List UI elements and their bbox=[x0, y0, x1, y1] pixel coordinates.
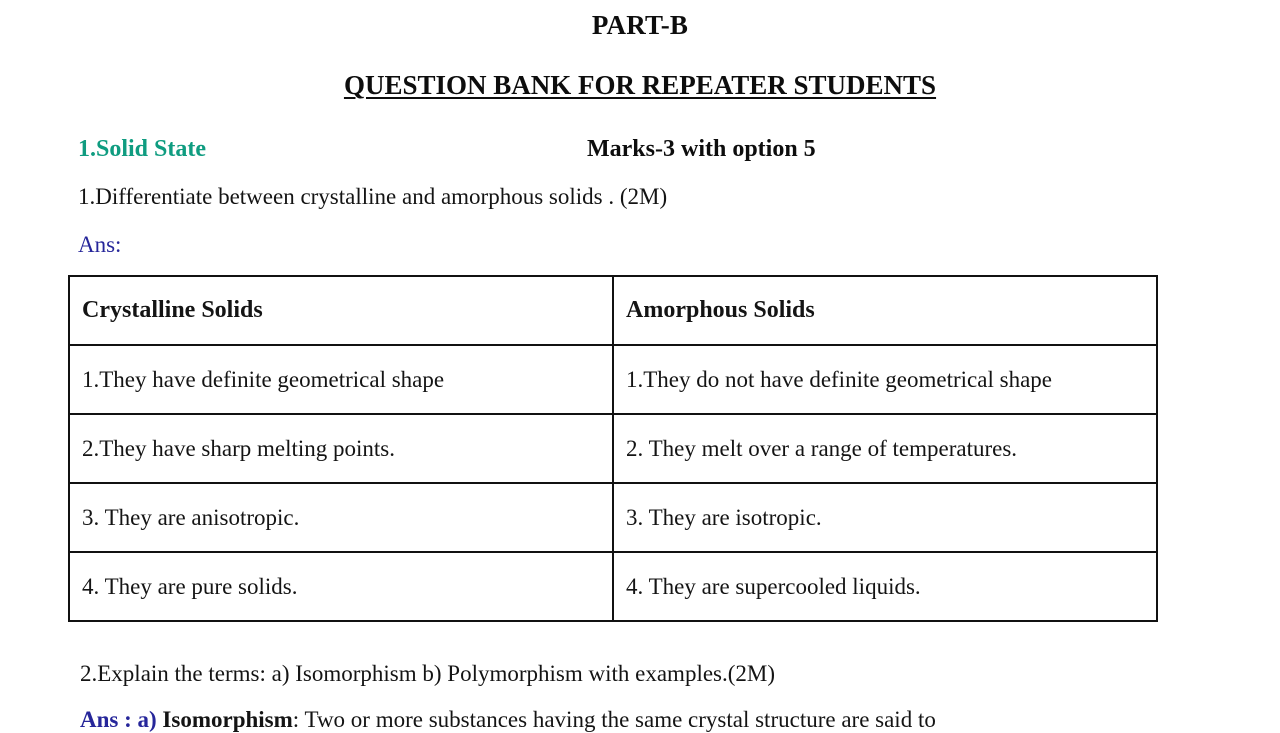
table-cell-crystalline: 3. They are anisotropic. bbox=[69, 483, 613, 552]
topic-title: 1.Solid State bbox=[78, 136, 207, 162]
table-cell-amorphous: 3. They are isotropic. bbox=[613, 483, 1157, 552]
question-2-text: 2.Explain the terms: a) Isomorphism b) Polymorphism with examples.(2M) bbox=[80, 661, 776, 686]
topic-row bbox=[0, 136, 1280, 168]
question-1-text: 1.Differentiate between crystalline and amorphous solids . (2M) bbox=[78, 184, 668, 209]
table-cell-crystalline: 1.They have definite geometrical shape bbox=[69, 345, 613, 414]
question-2-answer-text bbox=[80, 707, 936, 733]
question-2-answer-label: Ans : a) bbox=[80, 707, 157, 732]
table-row bbox=[69, 345, 1157, 414]
table-cell-amorphous: 4. They are supercooled liquids. bbox=[613, 552, 1157, 621]
table-header-row bbox=[69, 276, 1157, 345]
table-header-amorphous: Amorphous Solids bbox=[613, 276, 1157, 345]
table-row bbox=[69, 552, 1157, 621]
table-row bbox=[69, 483, 1157, 552]
table-row bbox=[69, 414, 1157, 483]
question-2-answer-body: : Two or more substances having the same crystal structure are said to bbox=[292, 707, 936, 732]
question-bank-heading-text: QUESTION BANK FOR REPEATER STUDENTS bbox=[343, 70, 937, 100]
part-heading: PART-B bbox=[591, 10, 689, 40]
table-header-crystalline: Crystalline Solids bbox=[69, 276, 613, 345]
question-2-answer-term: Isomorphism bbox=[162, 707, 293, 732]
question-1-answer-label: Ans: bbox=[78, 232, 122, 257]
crystalline-amorphous-comparison-table bbox=[68, 275, 1158, 622]
table-cell-amorphous: 2. They melt over a range of temperatures. bbox=[613, 414, 1157, 483]
topic-marks: Marks-3 with option 5 bbox=[587, 136, 816, 162]
question-bank-heading bbox=[0, 70, 1280, 101]
table-cell-crystalline: 2.They have sharp melting points. bbox=[69, 414, 613, 483]
table-cell-crystalline: 4. They are pure solids. bbox=[69, 552, 613, 621]
table-cell-amorphous: 1.They do not have definite geometrical shape bbox=[613, 345, 1157, 414]
